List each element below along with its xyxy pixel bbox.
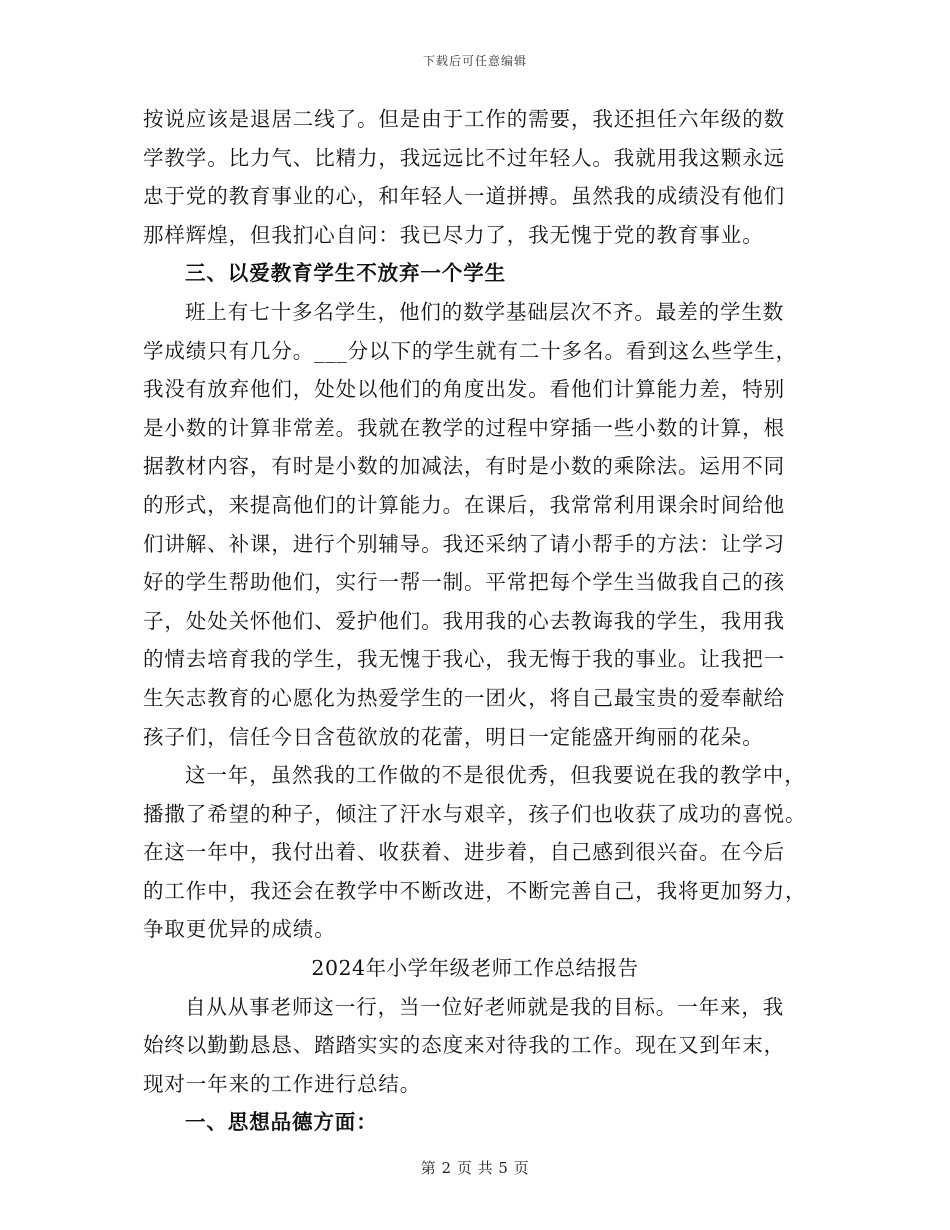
- body-line: 学教学。比力气、比精力，我远远比不过年轻人。我就用我这颗永远: [143, 145, 785, 170]
- body-line: 播撒了希望的种子，倾注了汗水与艰辛，孩子们也收获了成功的喜悦。: [143, 801, 807, 826]
- body-line: 忠于党的教育事业的心，和年轻人一道拼搏。虽然我的成绩没有他们: [143, 184, 785, 209]
- body-line: 据教材内容，有时是小数的加减法，有时是小数的乘除法。运用不同: [143, 454, 785, 479]
- body-line: 按说应该是退居二线了。但是由于工作的需要，我还担任六年级的数: [143, 107, 785, 131]
- body-line: 孩子们，信任今日含苞欲放的花蕾，明日一定能盛开绚丽的花朵。: [143, 724, 764, 749]
- body-line: 在这一年中，我付出着、收获着、进步着，自己感到很兴奋。在今后: [143, 840, 785, 865]
- body-line: 的形式，来提高他们的计算能力。在课后，我常常利用课余时间给他: [143, 492, 785, 517]
- body-line: 生矢志教育的心愿化为热爱学生的一团火，将自己最宝贵的爱奉献给: [143, 685, 785, 710]
- body-line: 们讲解、补课，进行个别辅导。我还采纳了请小帮手的方法：让学习: [143, 531, 785, 556]
- document-body: [143, 100, 807, 1142]
- body-line: 那样辉煌，但我扪心自问：我已尽力了，我无愧于党的教育事业。: [143, 222, 764, 247]
- paragraph-first-line: 自从从事老师这一行，当一位好老师就是我的目标。一年来，我: [185, 994, 785, 1019]
- body-line: 现对一年来的工作进行总结。: [143, 1071, 422, 1096]
- page-number-footer: 第 2 页 共 5 页: [420, 1159, 530, 1177]
- body-line: 始终以勤勤恳恳、踏踏实实的态度来对待我的工作。现在又到年末，: [143, 1033, 785, 1058]
- body-line: 子，处处关怀他们、爱护他们。我用我的心去教诲我的学生，我用我: [143, 608, 785, 633]
- body-line: 好的学生帮助他们，实行一帮一制。平常把每个学生当做我自己的孩: [143, 570, 785, 595]
- body-line: 争取更优异的成绩。: [143, 917, 336, 942]
- body-line: 是小数的计算非常差。我就在教学的过程中穿插一些小数的计算，根: [143, 415, 785, 440]
- paragraph-first-line: 这一年，虽然我的工作做的不是很优秀，但我要说在我的教学中，: [185, 763, 806, 788]
- document-title: 2024年小学年级老师工作总结报告: [311, 956, 639, 981]
- body-line: 学成绩只有几分。___分以下的学生就有二十多名。看到这么些学生，: [143, 338, 798, 363]
- paragraph-first-line: 班上有七十多名学生，他们的数学基础层次不齐。最差的学生数: [185, 299, 785, 324]
- section-heading: 一、思想品德方面：: [185, 1110, 378, 1135]
- body-line: 我没有放弃他们，处处以他们的角度出发。看他们计算能力差，特别: [143, 377, 785, 402]
- body-line: 的工作中，我还会在教学中不断改进，不断完善自己，我将更加努力，: [143, 878, 807, 903]
- page-header-note: 下载后可任意编辑: [422, 54, 527, 68]
- section-heading: 三、以爱教育学生不放弃一个学生: [185, 261, 506, 286]
- body-line: 的情去培育我的学生，我无愧于我心，我无悔于我的事业。让我把一: [143, 647, 785, 672]
